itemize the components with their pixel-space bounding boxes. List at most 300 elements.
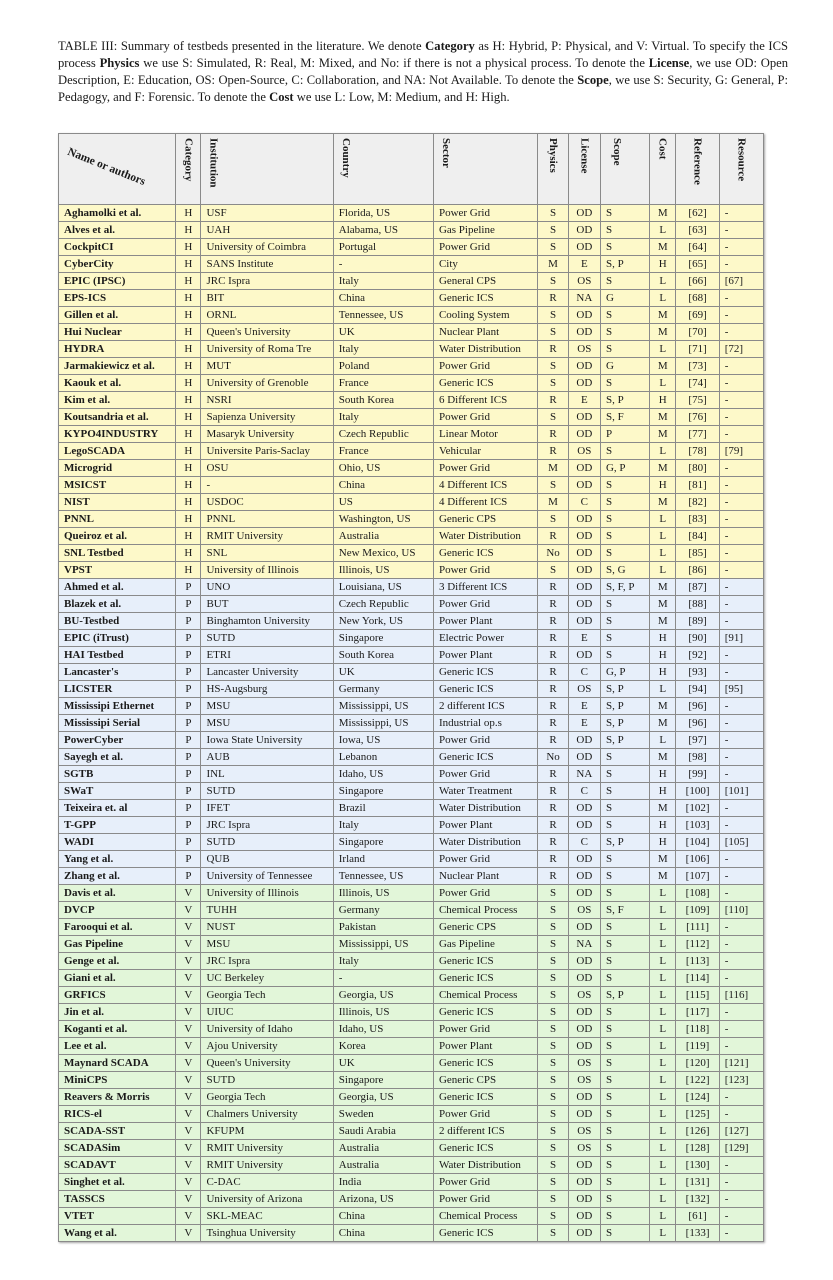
cell-license: E	[568, 698, 600, 715]
cell-scope: S	[600, 1021, 649, 1038]
cell-category: V	[176, 1140, 201, 1157]
cell-country: France	[333, 443, 433, 460]
cell-cost: M	[650, 494, 676, 511]
cell-reference: [66]	[676, 273, 719, 290]
cell-reference: [73]	[676, 358, 719, 375]
cell-sector: Chemical Process	[433, 902, 537, 919]
cell-country: Sweden	[333, 1106, 433, 1123]
cell-name: Ahmed et al.	[59, 579, 176, 596]
cell-category: V	[176, 1106, 201, 1123]
cell-cost: M	[650, 307, 676, 324]
cell-name: Maynard SCADA	[59, 1055, 176, 1072]
cell-license: OD	[568, 324, 600, 341]
cell-institution: Masaryk University	[201, 426, 333, 443]
cell-reference: [130]	[676, 1157, 719, 1174]
cell-cost: H	[650, 834, 676, 851]
cell-license: OD	[568, 239, 600, 256]
cell-country: UK	[333, 664, 433, 681]
cell-sector: Generic ICS	[433, 664, 537, 681]
cell-reference: [69]	[676, 307, 719, 324]
cell-sector: Power Grid	[433, 239, 537, 256]
cell-license: OD	[568, 358, 600, 375]
cell-resource: -	[719, 953, 763, 970]
cell-resource: -	[719, 477, 763, 494]
cell-scope: S	[600, 953, 649, 970]
table-row	[59, 1106, 764, 1123]
cell-sector: Chemical Process	[433, 987, 537, 1004]
table-row	[59, 919, 764, 936]
cell-country: China	[333, 477, 433, 494]
cell-license: OD	[568, 1004, 600, 1021]
cell-institution: IFET	[201, 800, 333, 817]
cell-resource: -	[719, 715, 763, 732]
cell-name: Jin et al.	[59, 1004, 176, 1021]
cell-resource: -	[719, 970, 763, 987]
cell-sector: Generic ICS	[433, 1055, 537, 1072]
cell-cost: L	[650, 511, 676, 528]
cell-scope: S	[600, 1157, 649, 1174]
cell-country: Mississippi, US	[333, 715, 433, 732]
cell-reference: [96]	[676, 698, 719, 715]
table-row	[59, 681, 764, 698]
cell-institution: Georgia Tech	[201, 987, 333, 1004]
cell-institution: JRC Ispra	[201, 953, 333, 970]
cell-category: V	[176, 1174, 201, 1191]
table-row	[59, 205, 764, 222]
cell-scope: S	[600, 1208, 649, 1225]
cell-scope: G, P	[600, 664, 649, 681]
cell-country: Louisiana, US	[333, 579, 433, 596]
cell-institution: MSU	[201, 715, 333, 732]
cell-name: CyberCity	[59, 256, 176, 273]
cell-country: New Mexico, US	[333, 545, 433, 562]
cell-reference: [113]	[676, 953, 719, 970]
cell-reference: [97]	[676, 732, 719, 749]
cell-reference: [131]	[676, 1174, 719, 1191]
cell-category: P	[176, 579, 201, 596]
cell-resource: [67]	[719, 273, 763, 290]
cell-sector: Power Grid	[433, 562, 537, 579]
cell-cost: L	[650, 528, 676, 545]
cell-license: C	[568, 494, 600, 511]
cell-scope: S	[600, 1123, 649, 1140]
cell-resource: [121]	[719, 1055, 763, 1072]
cell-physics: S	[538, 409, 568, 426]
cell-name: Mississipi Ethernet	[59, 698, 176, 715]
cell-scope: S	[600, 1174, 649, 1191]
cell-cost: L	[650, 1004, 676, 1021]
header-category	[176, 134, 201, 205]
caption-text: we use L: Low, M: Medium, and H: High.	[293, 90, 510, 104]
cell-resource: -	[719, 919, 763, 936]
cell-reference: [114]	[676, 970, 719, 987]
cell-resource: -	[719, 1157, 763, 1174]
cell-license: OD	[568, 477, 600, 494]
cell-name: SCADA-SST	[59, 1123, 176, 1140]
table-row	[59, 477, 764, 494]
cell-cost: L	[650, 936, 676, 953]
cell-scope: S	[600, 868, 649, 885]
cell-name: LICSTER	[59, 681, 176, 698]
cell-institution: University of Idaho	[201, 1021, 333, 1038]
cell-name: Teixeira et. al	[59, 800, 176, 817]
cell-country: Italy	[333, 273, 433, 290]
cell-reference: [83]	[676, 511, 719, 528]
cell-reference: [108]	[676, 885, 719, 902]
cell-license: OD	[568, 426, 600, 443]
table-row	[59, 970, 764, 987]
cell-cost: L	[650, 443, 676, 460]
cell-cost: L	[650, 1157, 676, 1174]
caption-term: Physics	[99, 56, 140, 70]
cell-sector: Power Grid	[433, 409, 537, 426]
cell-category: H	[176, 341, 201, 358]
cell-country: Italy	[333, 409, 433, 426]
cell-name: EPS-ICS	[59, 290, 176, 307]
cell-institution: SUTD	[201, 834, 333, 851]
cell-license: OD	[568, 579, 600, 596]
cell-cost: L	[650, 732, 676, 749]
cell-institution: SUTD	[201, 630, 333, 647]
cell-cost: L	[650, 562, 676, 579]
cell-scope: S, P	[600, 732, 649, 749]
cell-name: Sayegh et al.	[59, 749, 176, 766]
cell-reference: [103]	[676, 817, 719, 834]
cell-country: Singapore	[333, 630, 433, 647]
cell-name: Wang et al.	[59, 1225, 176, 1242]
cell-reference: [115]	[676, 987, 719, 1004]
cell-license: OS	[568, 273, 600, 290]
cell-sector: City	[433, 256, 537, 273]
cell-cost: M	[650, 358, 676, 375]
cell-cost: L	[650, 1072, 676, 1089]
cell-country: China	[333, 290, 433, 307]
cell-sector: Generic CPS	[433, 511, 537, 528]
cell-name: Lancaster's	[59, 664, 176, 681]
cell-cost: H	[650, 817, 676, 834]
cell-category: P	[176, 647, 201, 664]
table-row	[59, 664, 764, 681]
cell-scope: S	[600, 494, 649, 511]
cell-country: -	[333, 256, 433, 273]
table-row	[59, 936, 764, 953]
cell-country: Lebanon	[333, 749, 433, 766]
table-row	[59, 392, 764, 409]
cell-physics: R	[538, 579, 568, 596]
cell-license: OD	[568, 613, 600, 630]
table-row	[59, 783, 764, 800]
caption-text: as H: Hybrid, P: Physical, and V: Virtual. To specify the ICS process	[58, 39, 789, 70]
cell-reference: [122]	[676, 1072, 719, 1089]
cell-physics: S	[538, 1021, 568, 1038]
header-cost-label: Cost	[656, 138, 669, 160]
header-sector	[433, 134, 537, 205]
cell-resource: -	[719, 290, 763, 307]
cell-reference: [71]	[676, 341, 719, 358]
cell-country: Czech Republic	[333, 426, 433, 443]
cell-institution: USF	[201, 205, 333, 222]
cell-sector: Water Distribution	[433, 800, 537, 817]
cell-cost: H	[650, 783, 676, 800]
cell-institution: Lancaster University	[201, 664, 333, 681]
cell-institution: USDOC	[201, 494, 333, 511]
cell-category: V	[176, 970, 201, 987]
cell-physics: S	[538, 511, 568, 528]
cell-sector: Generic ICS	[433, 681, 537, 698]
cell-institution: MSU	[201, 698, 333, 715]
cell-category: V	[176, 1191, 201, 1208]
cell-license: OD	[568, 868, 600, 885]
cell-resource: -	[719, 1106, 763, 1123]
cell-category: P	[176, 851, 201, 868]
cell-name: Hui Nuclear	[59, 324, 176, 341]
cell-sector: 2 different ICS	[433, 1123, 537, 1140]
cell-name: SGTB	[59, 766, 176, 783]
cell-resource: -	[719, 936, 763, 953]
cell-physics: S	[538, 1038, 568, 1055]
cell-name: Koutsandria et al.	[59, 409, 176, 426]
cell-category: H	[176, 545, 201, 562]
cell-scope: S	[600, 205, 649, 222]
cell-country: Singapore	[333, 783, 433, 800]
cell-cost: M	[650, 851, 676, 868]
cell-license: OS	[568, 1072, 600, 1089]
cell-name: Yang et al.	[59, 851, 176, 868]
cell-resource: -	[719, 1225, 763, 1242]
cell-cost: M	[650, 579, 676, 596]
cell-country: Korea	[333, 1038, 433, 1055]
cell-reference: [70]	[676, 324, 719, 341]
cell-reference: [102]	[676, 800, 719, 817]
cell-reference: [68]	[676, 290, 719, 307]
cell-resource: -	[719, 324, 763, 341]
cell-name: Lee et al.	[59, 1038, 176, 1055]
cell-resource: -	[719, 511, 763, 528]
header-country-label: Country	[339, 138, 352, 178]
table-row	[59, 715, 764, 732]
cell-resource: -	[719, 409, 763, 426]
cell-scope: S	[600, 375, 649, 392]
table-row	[59, 443, 764, 460]
cell-reference: [125]	[676, 1106, 719, 1123]
cell-resource: [91]	[719, 630, 763, 647]
cell-sector: Generic ICS	[433, 545, 537, 562]
cell-scope: S	[600, 528, 649, 545]
caption-text: , we use OD: Open Description, E: Education, OS: Open-Source, C: Collaboration, and NA: Not Available. To denote the	[58, 56, 789, 87]
table-row	[59, 630, 764, 647]
cell-scope: S	[600, 749, 649, 766]
cell-category: V	[176, 919, 201, 936]
cell-country: Pakistan	[333, 919, 433, 936]
cell-reference: [111]	[676, 919, 719, 936]
cell-resource: -	[719, 868, 763, 885]
cell-reference: [119]	[676, 1038, 719, 1055]
cell-license: OD	[568, 885, 600, 902]
cell-category: V	[176, 1089, 201, 1106]
cell-sector: Industrial op.s	[433, 715, 537, 732]
cell-sector: Water Distribution	[433, 341, 537, 358]
cell-physics: R	[538, 800, 568, 817]
cell-institution: C-DAC	[201, 1174, 333, 1191]
cell-scope: S	[600, 545, 649, 562]
cell-institution: SANS Institute	[201, 256, 333, 273]
cell-physics: S	[538, 562, 568, 579]
cell-name: NIST	[59, 494, 176, 511]
cell-resource: -	[719, 732, 763, 749]
cell-country: Illinois, US	[333, 562, 433, 579]
cell-physics: No	[538, 749, 568, 766]
cell-scope: S	[600, 817, 649, 834]
cell-cost: L	[650, 681, 676, 698]
cell-institution: Ajou University	[201, 1038, 333, 1055]
cell-category: P	[176, 834, 201, 851]
cell-scope: S	[600, 1089, 649, 1106]
cell-cost: L	[650, 902, 676, 919]
cell-scope: S	[600, 511, 649, 528]
cell-physics: S	[538, 205, 568, 222]
table-row	[59, 579, 764, 596]
cell-scope: S, F, P	[600, 579, 649, 596]
cell-license: C	[568, 783, 600, 800]
cell-cost: M	[650, 426, 676, 443]
cell-sector: Power Plant	[433, 613, 537, 630]
cell-country: UK	[333, 1055, 433, 1072]
cell-reference: [81]	[676, 477, 719, 494]
cell-country: Italy	[333, 953, 433, 970]
cell-country: Idaho, US	[333, 766, 433, 783]
cell-cost: H	[650, 392, 676, 409]
cell-license: OD	[568, 919, 600, 936]
cell-reference: [118]	[676, 1021, 719, 1038]
cell-cost: L	[650, 1191, 676, 1208]
cell-physics: S	[538, 919, 568, 936]
table-row	[59, 885, 764, 902]
cell-cost: M	[650, 239, 676, 256]
table-row	[59, 613, 764, 630]
cell-license: OD	[568, 1208, 600, 1225]
cell-cost: L	[650, 1089, 676, 1106]
cell-institution: Iowa State University	[201, 732, 333, 749]
cell-reference: [85]	[676, 545, 719, 562]
caption-text: , we use S: Security, G: General, P: Pedagogy, and F: Forensic. To denote the	[58, 73, 788, 104]
cell-physics: S	[538, 1072, 568, 1089]
cell-name: Alves et al.	[59, 222, 176, 239]
cell-physics: R	[538, 834, 568, 851]
cell-physics: R	[538, 664, 568, 681]
cell-category: H	[176, 256, 201, 273]
cell-cost: L	[650, 885, 676, 902]
cell-institution: TUHH	[201, 902, 333, 919]
cell-cost: M	[650, 460, 676, 477]
cell-reference: [109]	[676, 902, 719, 919]
cell-name: Mississipi Serial	[59, 715, 176, 732]
cell-category: P	[176, 749, 201, 766]
cell-institution: ORNL	[201, 307, 333, 324]
cell-physics: M	[538, 494, 568, 511]
cell-physics: S	[538, 307, 568, 324]
cell-sector: Generic ICS	[433, 1225, 537, 1242]
header-reference-label: Reference	[691, 138, 704, 185]
cell-physics: R	[538, 681, 568, 698]
header-country	[333, 134, 433, 205]
header-license	[568, 134, 600, 205]
cell-cost: L	[650, 953, 676, 970]
table-row	[59, 290, 764, 307]
cell-resource: [101]	[719, 783, 763, 800]
cell-sector: Generic ICS	[433, 970, 537, 987]
cell-license: OD	[568, 1191, 600, 1208]
cell-country: Singapore	[333, 834, 433, 851]
cell-resource: -	[719, 749, 763, 766]
cell-physics: R	[538, 732, 568, 749]
cell-physics: R	[538, 851, 568, 868]
cell-category: V	[176, 1072, 201, 1089]
cell-physics: S	[538, 1157, 568, 1174]
table-row	[59, 749, 764, 766]
cell-sector: Gas Pipeline	[433, 936, 537, 953]
cell-cost: L	[650, 290, 676, 307]
cell-resource: -	[719, 426, 763, 443]
cell-institution: Queen's University	[201, 1055, 333, 1072]
cell-institution: University of Arizona	[201, 1191, 333, 1208]
cell-resource: -	[719, 1208, 763, 1225]
cell-category: H	[176, 273, 201, 290]
cell-sector: 6 Different ICS	[433, 392, 537, 409]
cell-sector: Water Distribution	[433, 528, 537, 545]
cell-category: H	[176, 426, 201, 443]
cell-category: V	[176, 953, 201, 970]
cell-cost: H	[650, 647, 676, 664]
cell-cost: M	[650, 868, 676, 885]
cell-scope: S	[600, 443, 649, 460]
cell-name: TASSCS	[59, 1191, 176, 1208]
cell-institution: SUTD	[201, 783, 333, 800]
cell-license: OS	[568, 443, 600, 460]
cell-category: H	[176, 392, 201, 409]
table-row	[59, 239, 764, 256]
cell-license: E	[568, 630, 600, 647]
cell-license: OD	[568, 1174, 600, 1191]
cell-name: RICS-el	[59, 1106, 176, 1123]
cell-physics: S	[538, 970, 568, 987]
cell-cost: L	[650, 1174, 676, 1191]
cell-scope: S	[600, 647, 649, 664]
cell-name: Davis et al.	[59, 885, 176, 902]
cell-physics: S	[538, 953, 568, 970]
cell-reference: [84]	[676, 528, 719, 545]
cell-country: Illinois, US	[333, 885, 433, 902]
cell-scope: S	[600, 851, 649, 868]
table-row	[59, 868, 764, 885]
table-row	[59, 1021, 764, 1038]
cell-physics: R	[538, 817, 568, 834]
table-row	[59, 647, 764, 664]
table-row	[59, 409, 764, 426]
cell-resource: -	[719, 800, 763, 817]
cell-license: OD	[568, 596, 600, 613]
cell-country: Portugal	[333, 239, 433, 256]
cell-license: OD	[568, 647, 600, 664]
cell-scope: S, P	[600, 256, 649, 273]
cell-resource: [127]	[719, 1123, 763, 1140]
cell-country: Washington, US	[333, 511, 433, 528]
cell-category: V	[176, 1225, 201, 1242]
cell-license: OD	[568, 970, 600, 987]
cell-country: UK	[333, 324, 433, 341]
cell-scope: S	[600, 1055, 649, 1072]
cell-reference: [106]	[676, 851, 719, 868]
cell-reference: [128]	[676, 1140, 719, 1157]
